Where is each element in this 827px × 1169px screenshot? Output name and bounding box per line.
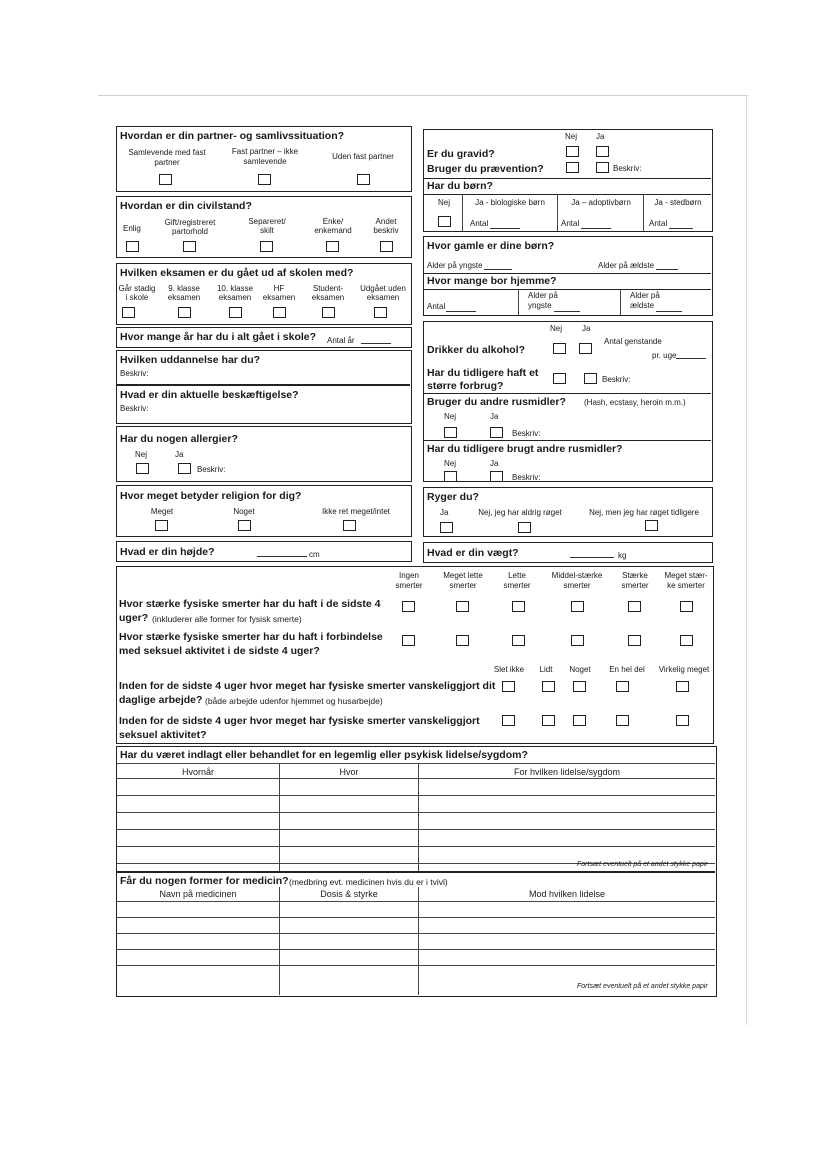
exam-o3-label-2: eksamen	[218, 293, 252, 302]
pain-scale2-2: Noget	[569, 665, 591, 674]
drugs-divider	[424, 393, 711, 394]
exam-o1-label-2: i skole	[125, 293, 149, 302]
civil-o2-checkbox[interactable]	[183, 241, 196, 252]
illness-col-divider-1	[279, 763, 280, 871]
pain-q1-5-checkbox[interactable]	[680, 601, 693, 612]
alcohol-prev-describe: Beskriv:	[602, 375, 631, 384]
employment-question: Hvad er din aktuelle beskæftigelse?	[120, 389, 299, 401]
children-divider-2	[424, 194, 711, 195]
education-section	[116, 350, 412, 424]
home-col-divider-1	[518, 289, 519, 315]
smoke-o3-checkbox[interactable]	[645, 520, 658, 531]
children-col-divider-2	[557, 194, 558, 231]
drugs-prev-divider	[424, 440, 711, 441]
years-section	[116, 327, 412, 348]
home-oldest-label-2: ældste	[630, 301, 655, 310]
medicine-divider	[117, 871, 715, 873]
alcohol-no-checkbox[interactable]	[553, 343, 566, 354]
alcohol-section	[423, 321, 713, 482]
home-col-divider-2	[620, 289, 621, 315]
civil-o4-checkbox[interactable]	[326, 241, 339, 252]
children-adopt-label: Ja – adoptivbørn	[571, 198, 631, 207]
illness-row-line	[117, 846, 715, 847]
pain-section	[116, 566, 714, 744]
civil-o3-checkbox[interactable]	[260, 241, 273, 252]
pain-q2-3-checkbox[interactable]	[571, 635, 584, 646]
height-unit: cm	[309, 550, 320, 559]
pain-q1-1-checkbox[interactable]	[456, 601, 469, 612]
exam-o4-checkbox[interactable]	[273, 307, 286, 318]
exam-o3-checkbox[interactable]	[229, 307, 242, 318]
pain-q2-1-checkbox[interactable]	[456, 635, 469, 646]
illness-footnote: Fortsæt eventuelt på et andet stykke papir	[577, 861, 708, 868]
pain-scale-0: Ingen	[398, 571, 420, 580]
alcohol-yes-label: Ja	[582, 324, 591, 333]
children-adopt-count-label: Antal	[561, 219, 580, 228]
drugs-no-checkbox[interactable]	[444, 427, 457, 438]
religion-o2-label: Noget	[233, 507, 255, 516]
pain-scale-1-2: smerter	[449, 581, 477, 590]
religion-o1-checkbox[interactable]	[155, 520, 168, 531]
exam-o4-label: HF	[273, 284, 285, 293]
children-step-count-label: Antal	[649, 219, 668, 228]
pain-scale-5: Meget stær-	[664, 571, 708, 580]
pain-q3-1-checkbox[interactable]	[542, 681, 555, 692]
pregnant-question: Er du gravid?	[427, 148, 495, 160]
children-step-count-input[interactable]	[669, 228, 693, 229]
medicine-row-line	[117, 949, 715, 950]
medicine-row-line	[117, 917, 715, 918]
weight-question: Hvad er din vægt?	[427, 547, 519, 559]
exam-o2-label: 9. klasse	[168, 284, 200, 293]
pain-q2-2: med seksuel aktivitet i de sidste 4 uger?	[119, 645, 320, 657]
civil-question: Hvordan er din civilstand?	[120, 200, 252, 212]
pain-q3-note: (både arbejde udenfor hjemmet og husarbejde)	[205, 696, 383, 706]
pain-q1: Hvor stærke fysiske smerter har du haft i de sidste 4	[119, 598, 381, 610]
drugs-describe: Beskriv:	[512, 429, 541, 438]
civil-o5-label: Andet	[375, 217, 397, 226]
civil-section	[116, 196, 412, 258]
pain-scale-2-2: smerter	[503, 581, 531, 590]
partner-opt2-label-2: samlevende	[243, 157, 287, 166]
children-adopt-count-input[interactable]	[581, 228, 611, 229]
religion-section	[116, 485, 412, 537]
children-no-label: Nej	[438, 198, 451, 207]
home-count-label: Antal	[427, 302, 446, 311]
pain-scale-0-2: smerter	[395, 581, 423, 590]
smoke-section	[423, 487, 713, 537]
pain-q3: Inden for de sidste 4 uger hvor meget har fysiske smerter vanskeliggjort dit	[119, 680, 496, 692]
home-oldest-label: Alder på	[630, 291, 660, 300]
smoke-o1-checkbox[interactable]	[440, 522, 453, 533]
partner-opt1-checkbox[interactable]	[159, 174, 172, 185]
sheet-right-edge	[746, 95, 747, 1025]
religion-o3-checkbox[interactable]	[343, 520, 356, 531]
alcohol-question: Drikker du alkohol?	[427, 344, 526, 356]
pain-q1-note: (inkluderer alle former for fysisk smerte)	[152, 614, 302, 624]
years-label: Antal år	[327, 336, 355, 345]
exam-o3-label: 10. klasse	[216, 284, 254, 293]
partner-section	[116, 126, 412, 192]
illness-col1-header: Hvornår	[181, 767, 214, 777]
pain-scale-3-2: smerter	[563, 581, 591, 590]
education-describe: Beskriv:	[120, 369, 149, 378]
civil-o4-label: Enke/	[322, 217, 344, 226]
exam-o2-label-2: eksamen	[167, 293, 201, 302]
exam-o4-label-2: eksamen	[262, 293, 296, 302]
illness-row-line	[117, 778, 715, 779]
illness-row-line	[117, 795, 715, 796]
pain-q2: Hvor stærke fysiske smerter har du haft i forbindelse	[119, 631, 383, 643]
ages-oldest-input[interactable]	[656, 269, 678, 270]
allergy-section	[116, 426, 412, 482]
medicine-note: (medbring evt. medicinen hvis du er i tvivl)	[289, 877, 448, 887]
drugs-prev-yes-label: Ja	[490, 459, 499, 468]
civil-o3-label-2: skilt	[260, 226, 274, 235]
pain-q4-3-checkbox[interactable]	[616, 715, 629, 726]
pregnant-no-label: Nej	[565, 132, 578, 141]
height-input[interactable]	[257, 556, 307, 557]
pain-q1-0-checkbox[interactable]	[402, 601, 415, 612]
smoke-o1-label: Ja	[440, 508, 449, 517]
exam-o6-label: Udgået uden	[360, 284, 406, 293]
ages-oldest-label: Alder på ældste	[598, 261, 655, 270]
exam-o5-checkbox[interactable]	[322, 307, 335, 318]
pregnant-yes-checkbox[interactable]	[596, 146, 609, 157]
partner-opt3-checkbox[interactable]	[357, 174, 370, 185]
ages-question: Hvor gamle er dine børn?	[427, 240, 555, 252]
drugs-yes-checkbox[interactable]	[490, 427, 503, 438]
pain-q3-0-checkbox[interactable]	[502, 681, 515, 692]
smoke-o2-checkbox[interactable]	[518, 522, 531, 533]
home-question: Hvor mange bor hjemme?	[427, 275, 557, 287]
medicine-col1-header: Navn på medicinen	[159, 889, 237, 899]
religion-o2-checkbox[interactable]	[238, 520, 251, 531]
allergy-describe: Beskriv:	[197, 465, 226, 474]
contraception-describe: Beskriv:	[613, 164, 642, 173]
exam-o6-checkbox[interactable]	[374, 307, 387, 318]
drugs-question: Bruger du andre rusmidler?	[427, 396, 566, 408]
allergy-no-label: Nej	[135, 450, 148, 459]
ages-section	[423, 236, 713, 316]
exam-question: Hvilken eksamen er du gået ud af skolen med?	[120, 267, 354, 279]
exam-o5-label-2: eksamen	[311, 293, 345, 302]
civil-o3-label: Separeret/	[248, 217, 286, 226]
civil-o5-checkbox[interactable]	[380, 241, 393, 252]
pain-q3-3-checkbox[interactable]	[616, 681, 629, 692]
medicine-col-divider-1	[279, 887, 280, 995]
partner-opt1-label-2: partner	[154, 158, 180, 167]
contraception-no-checkbox[interactable]	[566, 162, 579, 173]
home-youngest-label-2: yngste	[528, 301, 552, 310]
pain-q4-2-checkbox[interactable]	[573, 715, 586, 726]
religion-question: Hvor meget betyder religion for dig?	[120, 490, 302, 502]
pain-q4: Inden for de sidste 4 uger hvor meget har fysiske smerter vanskeliggjort	[119, 715, 480, 727]
exam-o2-checkbox[interactable]	[178, 307, 191, 318]
education-divider	[117, 384, 410, 386]
pain-q4-0-checkbox[interactable]	[502, 715, 515, 726]
home-divider	[424, 273, 711, 274]
illness-col3-header: For hvilken lidelse/sygdom	[513, 767, 621, 777]
ages-youngest-input[interactable]	[484, 269, 512, 270]
pain-scale-5-2: ke smerter	[667, 581, 705, 590]
contraception-question: Bruger du prævention?	[427, 163, 544, 175]
pain-q1-4-checkbox[interactable]	[628, 601, 641, 612]
pain-q4-2: seksuel aktivitet?	[119, 729, 207, 741]
partner-opt2-label: Fast partner – ikke	[231, 147, 299, 156]
illness-row-line	[117, 812, 715, 813]
weight-unit: kg	[618, 551, 627, 560]
children-divider	[424, 178, 711, 179]
religion-o3-label: Ikke ret meget/intet	[321, 507, 391, 516]
height-question: Hvad er din højde?	[120, 546, 215, 558]
pain-scale2-3: En hel del	[609, 665, 645, 674]
illness-row-line	[117, 829, 715, 830]
pain-q2-5-checkbox[interactable]	[680, 635, 693, 646]
pain-scale-2: Lette	[508, 571, 526, 580]
home-youngest-label: Alder på	[528, 291, 558, 300]
weight-section	[423, 542, 713, 563]
alcohol-prev-yes-checkbox[interactable]	[584, 373, 597, 384]
home-count-input[interactable]	[446, 311, 476, 312]
illness-col-divider-2	[418, 763, 419, 871]
pain-q1-2: uger?	[119, 612, 149, 624]
drugs-note: (Hash, ecstasy, heroin m.m.)	[584, 398, 686, 407]
pain-q1-2-checkbox[interactable]	[512, 601, 525, 612]
alcohol-prev-question: Har du tidligere haft et	[427, 367, 539, 379]
pain-q1-3-checkbox[interactable]	[571, 601, 584, 612]
drugs-prev-question: Har du tidligere brugt andre rusmidler?	[427, 443, 623, 455]
partner-opt2-checkbox[interactable]	[258, 174, 271, 185]
pain-q2-2-checkbox[interactable]	[512, 635, 525, 646]
alcohol-units-input[interactable]	[676, 358, 706, 359]
years-question: Hvor mange år har du i alt gået i skole?	[120, 331, 317, 343]
pain-scale-4: Stærke	[622, 571, 648, 580]
medicine-col-divider-2	[418, 887, 419, 995]
smoke-question: Ryger du?	[427, 491, 479, 503]
exam-o5-label: Student-	[312, 284, 344, 293]
ages-youngest-label: Alder på yngste	[427, 261, 483, 270]
civil-o4-label-2: enkemand	[314, 226, 352, 235]
exam-section	[116, 263, 412, 325]
illness-col2-header: Hvor	[339, 767, 359, 777]
children-question: Har du børn?	[427, 180, 493, 192]
drugs-prev-yes-checkbox[interactable]	[490, 471, 503, 482]
alcohol-prev-no-checkbox[interactable]	[553, 373, 566, 384]
medicine-footnote: Fortsæt eventuelt på et andet stykke papir	[577, 983, 708, 990]
exam-o6-label-2: eksamen	[366, 293, 400, 302]
pain-q3-4-checkbox[interactable]	[676, 681, 689, 692]
pain-q4-4-checkbox[interactable]	[676, 715, 689, 726]
years-input[interactable]	[361, 343, 391, 344]
civil-o2-label: Gift/registreret	[164, 218, 216, 227]
drugs-no-label: Nej	[444, 412, 457, 421]
pain-scale2-4: Virkelig meget	[658, 665, 710, 674]
smoke-o2-label: Nej, jeg har aldrig røget	[478, 508, 562, 517]
pain-q4-1-checkbox[interactable]	[542, 715, 555, 726]
exam-o1-label: Går stadig	[118, 284, 156, 293]
drugs-prev-no-checkbox[interactable]	[444, 471, 457, 482]
medicine-col3-header: Mod hvilken lidelse	[528, 889, 606, 899]
pain-scale-4-2: smerter	[621, 581, 649, 590]
history-section	[116, 746, 717, 997]
exam-o1-checkbox[interactable]	[122, 307, 135, 318]
civil-o2-label-2: partorhold	[171, 227, 209, 236]
children-bio-label: Ja - biologiske børn	[475, 198, 545, 207]
alcohol-units-label: Antal genstande	[604, 337, 662, 346]
children-bio-count-label: Antal	[470, 219, 489, 228]
children-col-divider-1	[462, 194, 463, 231]
civil-o1-checkbox[interactable]	[126, 241, 139, 252]
pain-scale-1: Meget lette	[443, 571, 483, 580]
allergy-yes-label: Ja	[175, 450, 184, 459]
alcohol-yes-checkbox[interactable]	[579, 343, 592, 354]
drugs-yes-label: Ja	[490, 412, 499, 421]
allergy-no-checkbox[interactable]	[136, 463, 149, 474]
illness-question: Har du været indlagt eller behandlet for en legemlig eller psykisk lidelse/sygdom?	[120, 749, 528, 761]
allergy-yes-checkbox[interactable]	[178, 463, 191, 474]
pain-scale2-0: Slet ikke	[493, 665, 525, 674]
pain-q2-4-checkbox[interactable]	[628, 635, 641, 646]
pregnancy-section	[423, 129, 713, 232]
pain-q2-0-checkbox[interactable]	[402, 635, 415, 646]
smoke-o3-label: Nej, men jeg har røget tidligere	[589, 508, 699, 517]
home-oldest-input[interactable]	[656, 311, 682, 312]
alcohol-units-label-2: pr. uge	[652, 351, 677, 360]
education-question: Hvilken uddannelse har du?	[120, 354, 261, 366]
employment-describe: Beskriv:	[120, 404, 149, 413]
partner-question: Hvordan er din partner- og samlivssituation?	[120, 130, 345, 142]
medicine-question: Får du nogen former for medicin?	[120, 875, 289, 887]
pain-q3-2: daglige arbejde?	[119, 694, 203, 706]
pregnant-no-checkbox[interactable]	[566, 146, 579, 157]
pain-scale2-1: Lidt	[539, 665, 553, 674]
home-youngest-input[interactable]	[554, 311, 580, 312]
alcohol-prev-question-2: større forbrug?	[427, 380, 504, 392]
pain-q3-2-checkbox[interactable]	[573, 681, 586, 692]
home-divider-2	[424, 289, 711, 290]
medicine-row-line	[117, 901, 715, 902]
contraception-yes-checkbox[interactable]	[596, 162, 609, 173]
allergy-question: Har du nogen allergier?	[120, 433, 238, 445]
weight-input[interactable]	[570, 557, 614, 558]
pregnant-yes-label: Ja	[596, 132, 605, 141]
alcohol-no-label: Nej	[550, 324, 563, 333]
children-no-checkbox[interactable]	[438, 216, 451, 227]
drugs-prev-describe: Beskriv:	[512, 473, 541, 482]
children-col-divider-3	[643, 194, 644, 231]
drugs-prev-no-label: Nej	[444, 459, 457, 468]
religion-o1-label: Meget	[150, 507, 174, 516]
medicine-row-line	[117, 933, 715, 934]
partner-opt1-label: Samlevende med fast	[128, 148, 206, 157]
pain-scale-3: Middel-stærke	[551, 571, 603, 580]
medicine-row-line	[117, 965, 715, 966]
medicine-col2-header: Dosis & styrke	[320, 889, 378, 899]
illness-header-top	[117, 763, 715, 764]
children-bio-count-input[interactable]	[490, 228, 520, 229]
height-section	[116, 541, 412, 562]
children-step-label: Ja - stedbørn	[654, 198, 702, 207]
civil-o1-label: Enlig	[123, 224, 141, 233]
partner-opt3-label: Uden fast partner	[332, 152, 394, 161]
civil-o5-label-2: beskriv	[373, 226, 399, 235]
